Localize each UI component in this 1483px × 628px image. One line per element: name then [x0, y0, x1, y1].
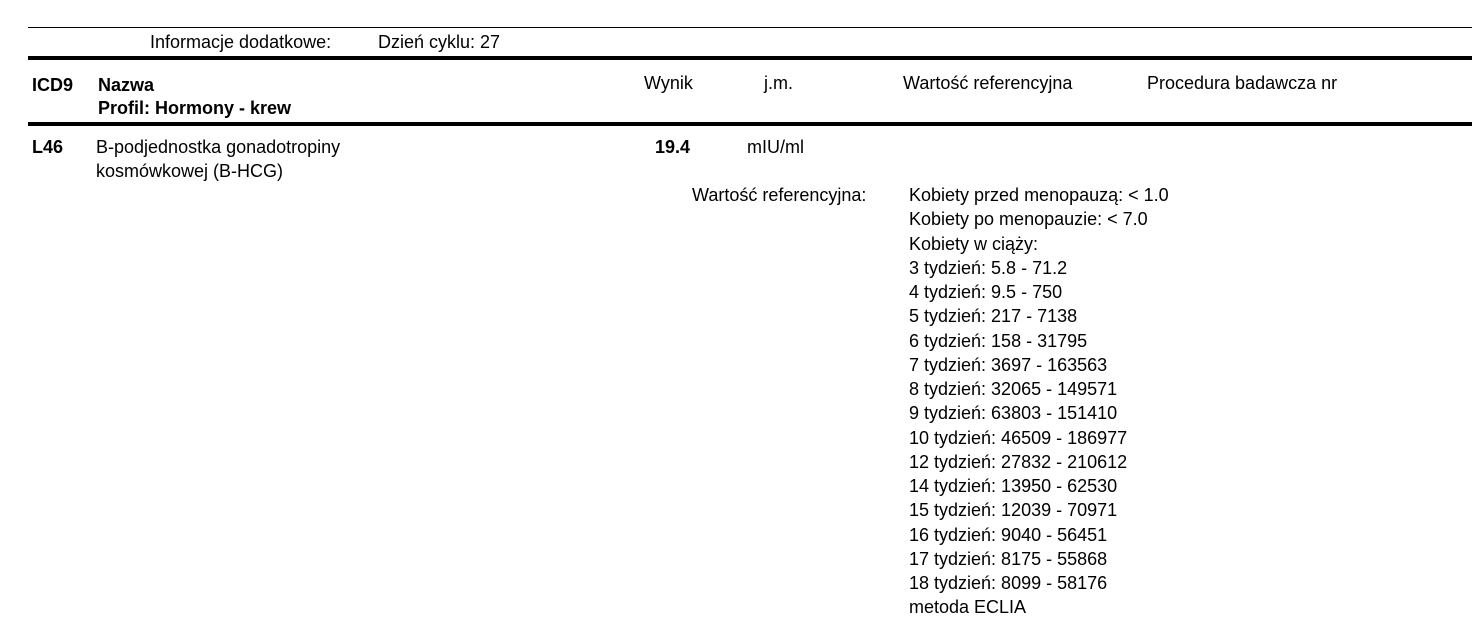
reference-line: 7 tydzień: 3697 - 163563	[909, 354, 1108, 375]
reference-values-list	[909, 183, 1169, 620]
info-label: Informacje dodatkowe:	[150, 32, 332, 52]
reference-line: 5 tydzień: 217 - 7138	[909, 306, 1078, 327]
profile-title: Profil: Hormony - krew	[98, 98, 292, 118]
column-header-nazwa: Nazwa	[98, 75, 155, 95]
test-code: L46	[32, 137, 64, 157]
header-top-divider	[28, 56, 1472, 60]
reference-line: Kobiety w ciąży:	[909, 233, 1039, 254]
test-name-line2: kosmówkowej (B-HCG)	[96, 161, 284, 181]
reference-line: 12 tydzień: 27832 - 210612	[909, 451, 1128, 472]
reference-line: Kobiety po menopauzie: < 7.0	[909, 209, 1148, 230]
column-header-wynik: Wynik	[644, 73, 693, 93]
reference-line: 16 tydzień: 9040 - 56451	[909, 524, 1108, 545]
reference-line: 10 tydzień: 46509 - 186977	[909, 427, 1128, 448]
reference-method: metoda ECLIA	[909, 597, 1027, 618]
column-header-procedure: Procedura badawcza nr	[1147, 73, 1338, 93]
reference-line: 17 tydzień: 8175 - 55868	[909, 548, 1108, 569]
reference-line: 8 tydzień: 32065 - 149571	[909, 379, 1118, 399]
test-unit: mIU/ml	[747, 137, 804, 157]
reference-line: 14 tydzień: 13950 - 62530	[909, 476, 1118, 496]
reference-line: 3 tydzień: 5.8 - 71.2	[909, 257, 1068, 278]
top-divider	[28, 27, 1472, 28]
column-header-jm: j.m.	[764, 73, 793, 93]
reference-line: 6 tydzień: 158 - 31795	[909, 330, 1088, 351]
reference-line: Kobiety przed menopauzą: < 1.0	[909, 185, 1169, 205]
reference-label: Wartość referencyjna:	[692, 185, 867, 205]
test-result: 19.4	[655, 137, 691, 157]
header-bottom-divider	[28, 122, 1472, 126]
info-value: Dzień cyklu: 27	[378, 32, 501, 52]
column-header-reference: Wartość referencyjna	[903, 73, 1073, 93]
reference-line: 9 tydzień: 63803 - 151410	[909, 403, 1118, 424]
column-header-icd9: ICD9	[32, 75, 74, 95]
reference-line: 15 tydzień: 12039 - 70971	[909, 500, 1118, 521]
reference-line: 4 tydzień: 9.5 - 750	[909, 282, 1063, 302]
test-name-line1: B-podjednostka gonadotropiny	[96, 137, 341, 157]
reference-line: 18 tydzień: 8099 - 58176	[909, 573, 1108, 593]
